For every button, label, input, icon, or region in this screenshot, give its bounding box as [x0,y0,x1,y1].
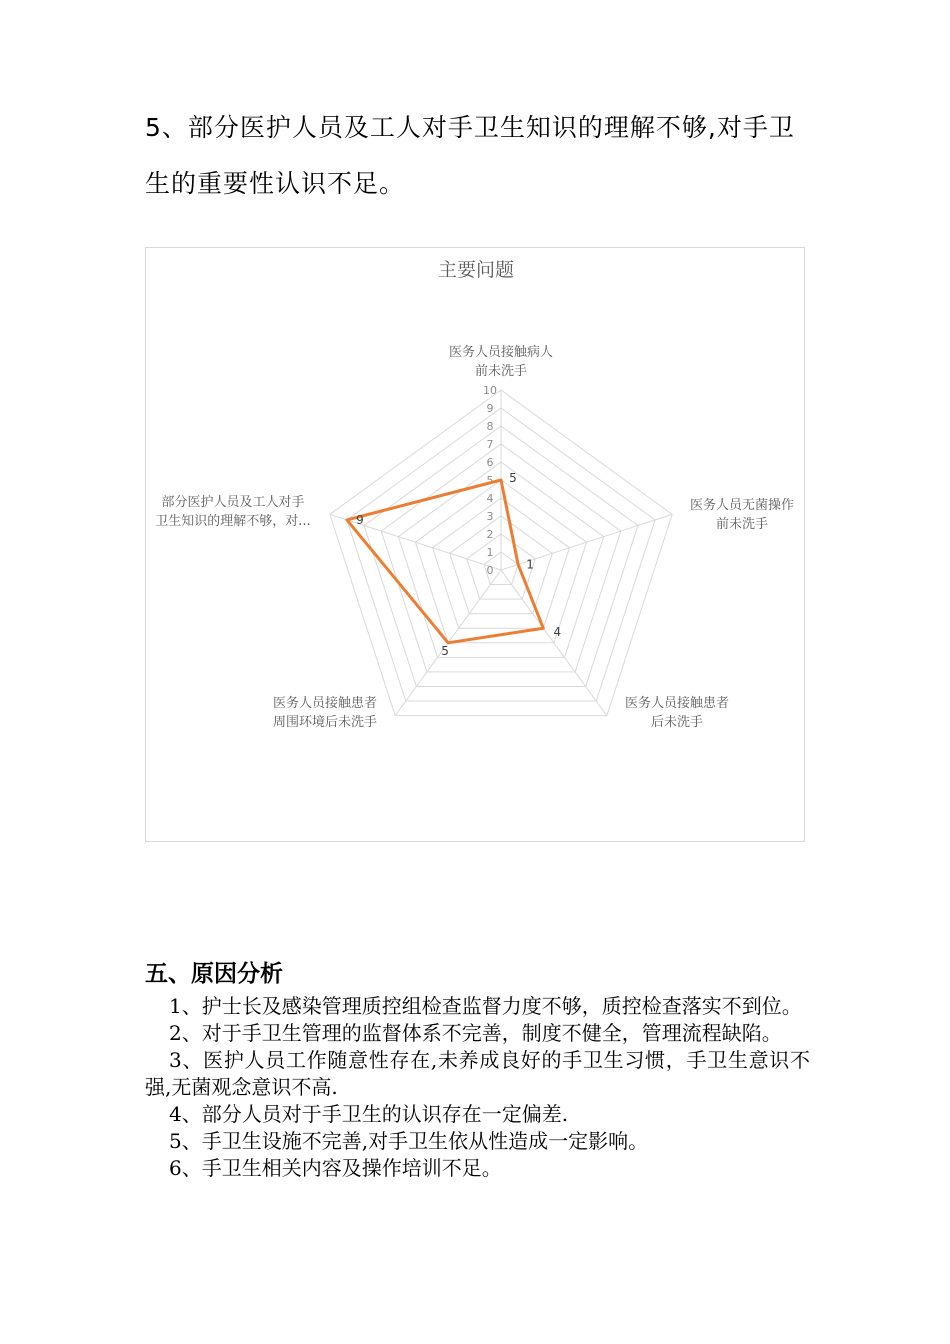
chart-title: 主要问题 [437,259,515,281]
axis-label: 医务人员接触病人 [448,345,554,360]
axis-label: 医务人员无菌操作 [689,498,795,513]
tick-label: 3 [486,510,494,523]
axis-label: 周围环境后未洗手 [272,715,378,730]
section-title: 五、原因分析 [145,960,283,987]
axis-label: 后未洗手 [650,715,704,730]
axis-label: 医务人员接触患者 [624,696,730,711]
tick-label: 5 [486,474,494,487]
axis-label: 部分医护人员及工人对手 [161,495,305,510]
reason-item: 4、部分人员对于手卫生的认识存在一定偏差. [169,1102,569,1126]
data-label: 5 [441,643,449,658]
reason-list [145,993,810,1182]
axis-label: 卫生知识的理解不够，对... [155,514,311,529]
tick-label: 0 [486,564,494,577]
tick-label: 1 [486,546,494,559]
data-label: 5 [509,471,517,485]
reason-item: 1、护士长及感染管理质控组检查监督力度不够，质控检查落实不到位。 [169,994,802,1018]
reason-item: 5、手卫生设施不完善,对手卫生依从性造成一定影响。 [169,1129,649,1153]
radar-chart [145,247,805,842]
axis-label: 前未洗手 [715,517,769,532]
axis-label: 前未洗手 [474,364,528,379]
data-label: 4 [553,625,562,640]
data-label: 1 [526,557,534,572]
tick-label: 2 [486,528,494,541]
data-label: 9 [356,512,364,527]
tick-label: 6 [486,456,494,469]
reason-item: 6、手卫生相关内容及操作培训不足。 [169,1156,502,1180]
tick-label: 9 [486,402,494,415]
reason-item: 2、对于手卫生管理的监督体系不完善，制度不健全，管理流程缺陷。 [169,1021,782,1045]
tick-label: 8 [486,420,494,433]
intro-paragraph: 5、部分医护人员及工人对手卫生知识的理解不够,对手卫生的重要性认识不足。 [145,113,795,198]
tick-label: 7 [486,438,494,451]
tick-label: 10 [483,384,497,397]
tick-label: 4 [486,492,494,505]
radar-svg [146,248,804,841]
reason-item: 3、医护人员工作随意性存在,未养成良好的手卫生习惯，手卫生意识不强,无菌观念意识不高. [145,1048,810,1099]
axis-label: 医务人员接触患者 [272,696,378,711]
